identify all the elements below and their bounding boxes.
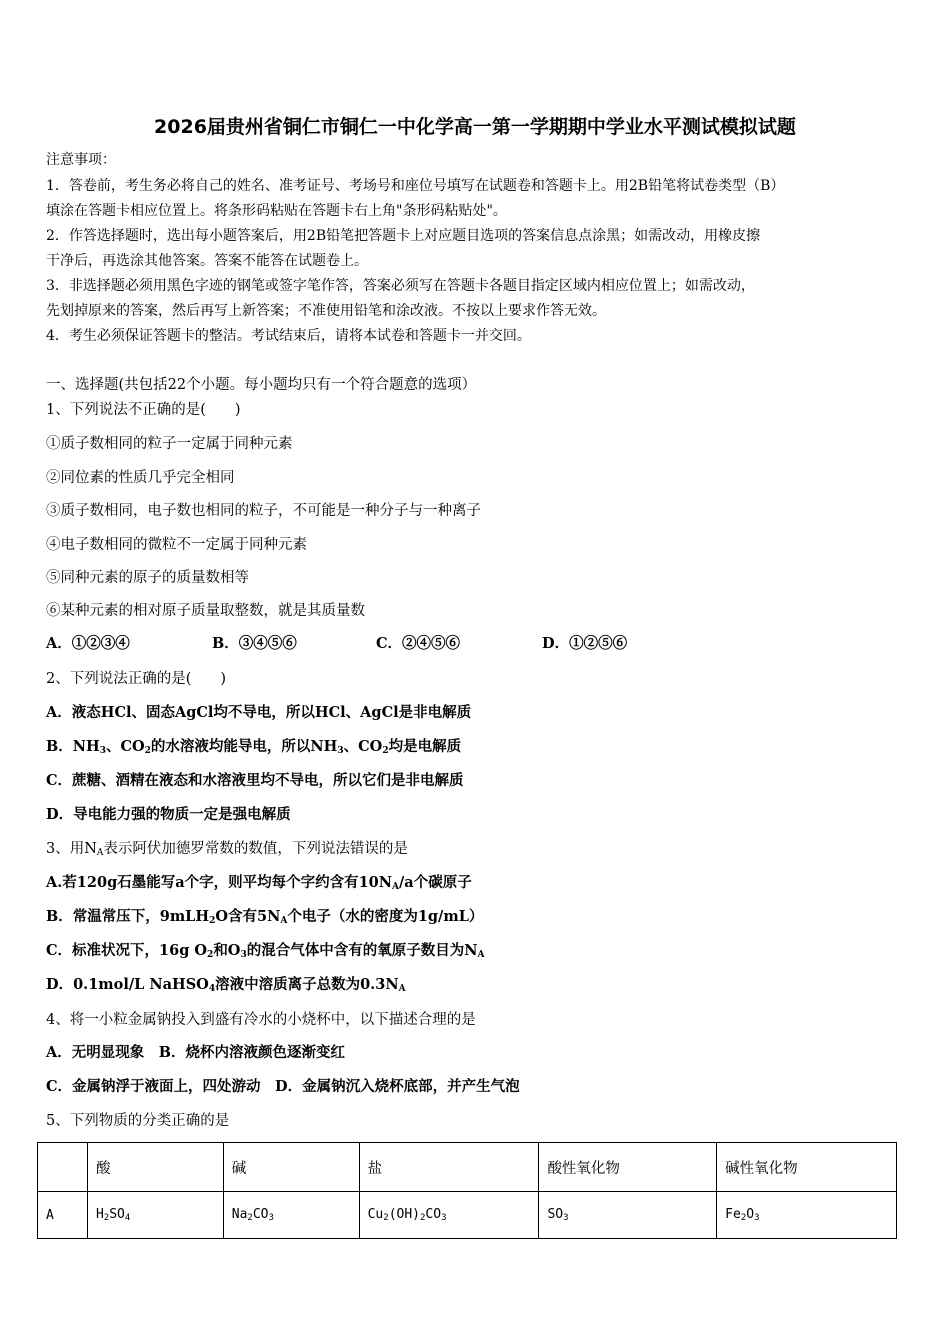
q2-option-d: D．导电能力强的物质一定是强电解质 bbox=[46, 806, 291, 823]
acid-cell: $H_2SO_4$ bbox=[87, 1192, 223, 1239]
notes-line-6: 先划掉原来的答案，然后再写上新答案；不准使用铅笔和涂改液。不按以上要求作答无效。 bbox=[46, 303, 606, 319]
q1-statement-3: ③质子数相同，电子数也相同的粒子，不可能是一种分子与一种离子 bbox=[46, 503, 481, 519]
header-cell: 碱性氧化物 bbox=[717, 1143, 897, 1192]
q1-statement-1: ①质子数相同的粒子一定属于同种元素 bbox=[46, 436, 293, 452]
q3-stem: 3、用$N_A$表示阿伏加德罗常数的数值，下列说法错误的是 bbox=[46, 841, 408, 858]
q2-stem: 2、下列说法正确的是( ) bbox=[46, 671, 227, 687]
classification-table bbox=[37, 1142, 897, 1239]
q1-option-a: A．①②③④ bbox=[46, 635, 130, 652]
q3-option-d: D．0.1mol/L NaHSO$_4$溶液中溶质离子总数为$0.3N_A$ bbox=[46, 976, 406, 994]
basic-oxide-cell: $Fe_2O_3$ bbox=[717, 1192, 897, 1239]
salt-cell: $Cu_2(OH)_2CO_3$ bbox=[359, 1192, 539, 1239]
base-cell: $Na_2CO_3$ bbox=[223, 1192, 359, 1239]
q1-option-b: B．③④⑤⑥ bbox=[212, 635, 297, 652]
q3-option-b: B．常温常压下，9mLH$_2$O含有$5N_A$个电子（水的密度为1g/mL） bbox=[46, 908, 484, 926]
q1-stem: 1、下列说法不正确的是( ) bbox=[46, 402, 241, 418]
notes-line-1: 1．答卷前，考生务必将自己的姓名、准考证号、考场号和座位号填写在试题卷和答题卡上。用2B铅笔将试卷类型（B） bbox=[46, 178, 785, 194]
q1-statement-2: ②同位素的性质几乎完全相同 bbox=[46, 470, 235, 486]
notes-line-4: 干净后，再选涂其他答案。答案不能答在试题卷上。 bbox=[46, 253, 368, 269]
notes-line-7: 4．考生必须保证答题卡的整洁。考试结束后，请将本试卷和答题卡一并交回。 bbox=[46, 328, 531, 344]
header-cell: 酸性氧化物 bbox=[539, 1143, 717, 1192]
q2-option-a: A．液态HCl、固态AgCl均不导电，所以HCl、AgCl是非电解质 bbox=[46, 704, 472, 721]
q1-statement-6: ⑥某种元素的相对原子质量取整数，就是其质量数 bbox=[46, 603, 365, 619]
q1-statement-5: ⑤同种元素的原子的质量数相等 bbox=[46, 570, 249, 586]
q1-option-d: D．①②⑤⑥ bbox=[542, 635, 628, 652]
header-cell bbox=[38, 1143, 88, 1192]
q5-stem: 5、下列物质的分类正确的是 bbox=[46, 1113, 230, 1129]
page-title: 2026届贵州省铜仁市铜仁一中化学高一第一学期期中学业水平测试模拟试题 bbox=[154, 116, 796, 138]
q2-option-b: B．$NH_3$、$CO_2$的水溶液均能导电，所以$NH_3$、$CO_2$均是电解质 bbox=[46, 738, 462, 756]
q4-options-ab: A．无明显现象 B．烧杯内溶液颜色逐渐变红 bbox=[46, 1044, 346, 1061]
notes-line-2: 填涂在答题卡相应位置上。将条形码粘贴在答题卡右上角"条形码粘贴处"。 bbox=[46, 203, 507, 219]
q2-option-c: C．蔗糖、酒精在液态和水溶液里均不导电，所以它们是非电解质 bbox=[46, 772, 464, 789]
section-heading: 一、选择题(共包括22个小题。每小题均只有一个符合题意的选项） bbox=[46, 377, 477, 393]
notes-heading: 注意事项： bbox=[46, 152, 116, 168]
q1-statement-4: ④电子数相同的微粒不一定属于同种元素 bbox=[46, 537, 307, 553]
q1-option-c: C．②④⑤⑥ bbox=[376, 635, 461, 652]
table-row bbox=[38, 1192, 897, 1239]
table-header-row bbox=[38, 1143, 897, 1192]
notes-line-3: 2．作答选择题时，选出每小题答案后，用2B铅笔把答题卡上对应题目选项的答案信息点涂黑；如需改动，用橡皮擦 bbox=[46, 228, 761, 244]
header-cell: 碱 bbox=[223, 1143, 359, 1192]
q3-option-a: A.若120g石墨能写a个字，则平均每个字约含有$10N_A/a$个碳原子 bbox=[46, 874, 472, 892]
q4-stem: 4、将一小粒金属钠投入到盛有冷水的小烧杯中，以下描述合理的是 bbox=[46, 1012, 476, 1028]
header-cell: 酸 bbox=[87, 1143, 223, 1192]
notes-line-5: 3．非选择题必须用黑色字迹的钢笔或签字笔作答，答案必须写在答题卡各题目指定区域内相应位置上；如需改动， bbox=[46, 278, 755, 294]
q3-option-c: C．标准状况下，16g $O_2$和$O_3$的混合气体中含有的氧原子数目为$N_A$ bbox=[46, 942, 485, 960]
header-cell: 盐 bbox=[359, 1143, 539, 1192]
q4-options-cd: C．金属钠浮于液面上，四处游动 D．金属钠沉入烧杯底部，并产生气泡 bbox=[46, 1078, 520, 1095]
acidic-oxide-cell: $SO_3$ bbox=[539, 1192, 717, 1239]
row-label: A bbox=[38, 1192, 88, 1239]
